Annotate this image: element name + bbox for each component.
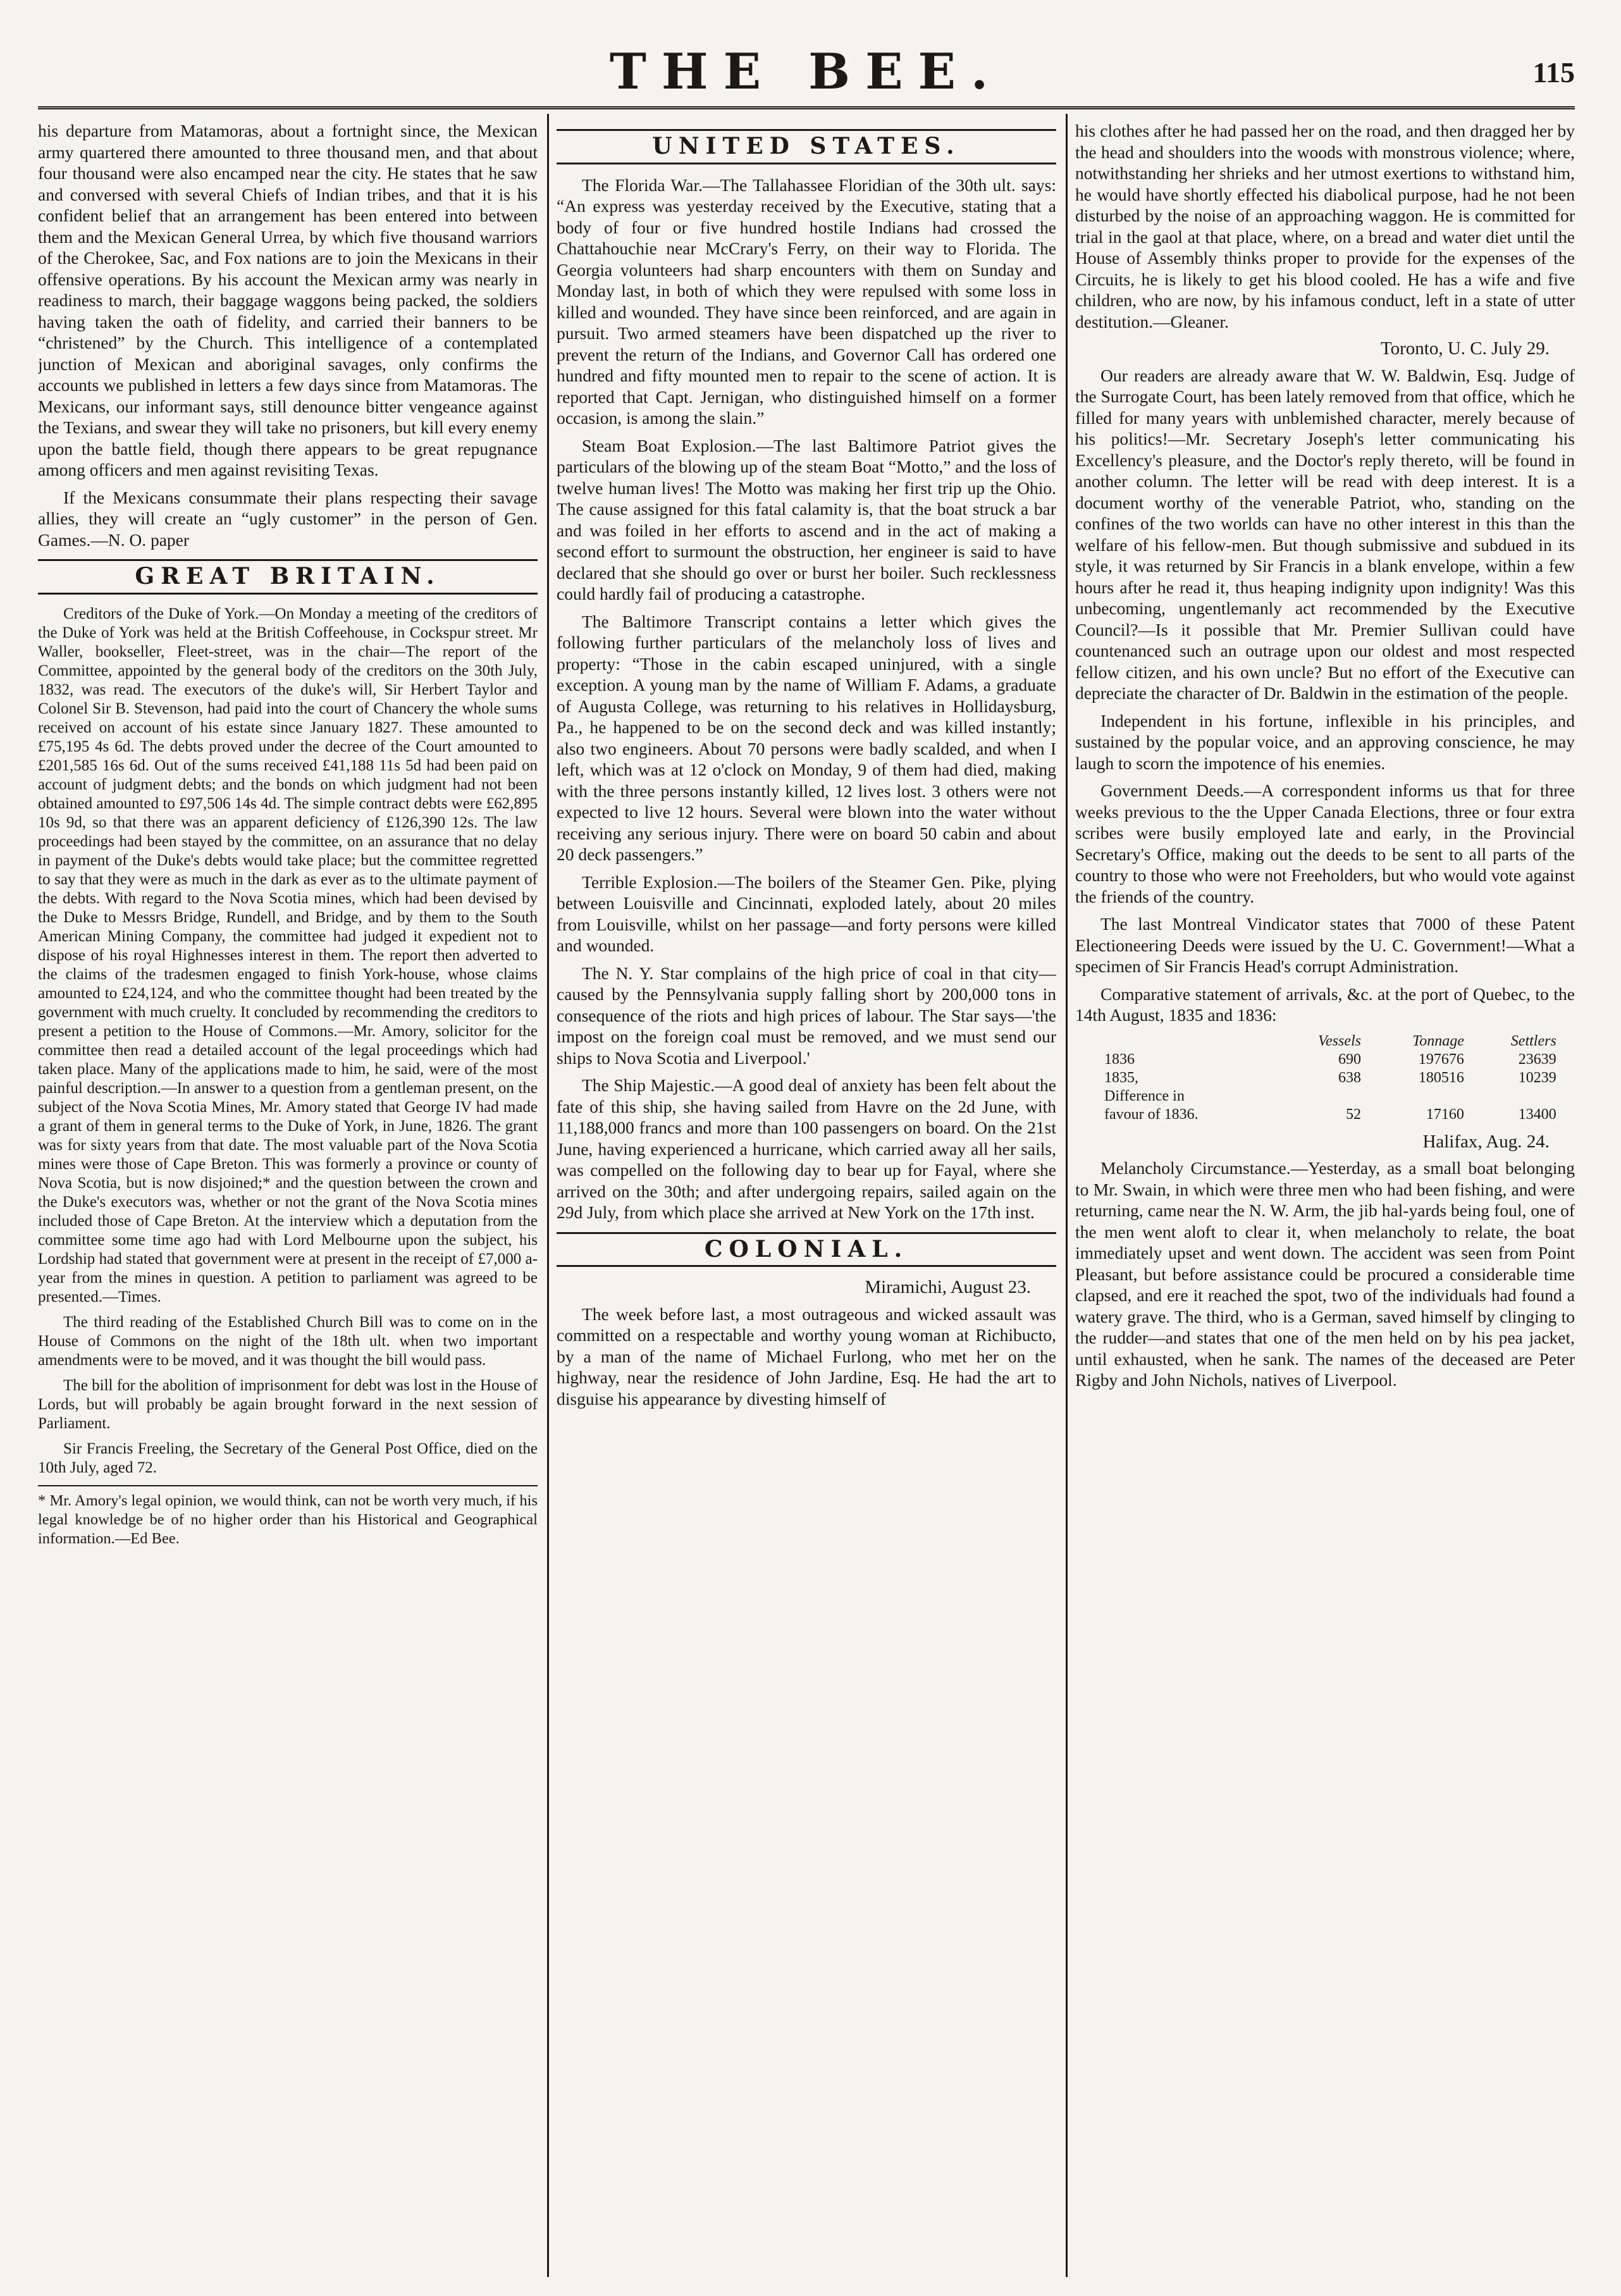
article-paragraph: If the Mexicans consummate their plans respecting their savage allies, they will create an “ugly customer” in the person of Gen. Games.—N. O. paper [38, 487, 538, 550]
article-paragraph: The last Montreal Vindicator states that 7000 of these Patent Electioneering Deeds were issued by the U. C. Government!—What a specimen of Sir Francis Head's corrupt Administration. [1075, 914, 1575, 976]
section-heading-colonial: COLONIAL. [557, 1232, 1056, 1268]
page-number: 115 [1532, 56, 1575, 89]
table-cell: favour of 1836. [1104, 1106, 1199, 1123]
table-cell: 180516 [1418, 1069, 1464, 1086]
table-row [1100, 1106, 1560, 1124]
column-divider [1066, 114, 1068, 2277]
dateline: Halifax, Aug. 24. [1422, 1131, 1550, 1152]
table-cell: 10239 [1518, 1069, 1556, 1086]
article-paragraph: Government Deeds.—A correspondent informs us that for three weeks previous to the the Upper Canada Elections, three or four extra scribes were busily employed late and early, in the Provincial Secretary's Office, making out the deeds to be sent to all parts of the country to those who were not Freeholders, but who would vote against the friends of the country. [1075, 781, 1575, 906]
footnote: * Mr. Amory's legal opinion, we would think, can not be worth very much, if his legal knowledge be of no higher order than his Historical and Geographical information.—Ed Bee. [38, 1485, 538, 1548]
table-header [1100, 1032, 1277, 1051]
column-1 [38, 120, 538, 2277]
article-paragraph: Sir Francis Freeling, the Secretary of the General Post Office, died on the 10th July, aged 72. [38, 1440, 538, 1476]
masthead-title: THE BEE. [609, 43, 1004, 101]
table-cell: 1835, [1104, 1069, 1138, 1086]
column-2 [557, 120, 1056, 2277]
dateline: Miramichi, August 23. [865, 1277, 1031, 1297]
section-heading-united-states: UNITED STATES. [557, 129, 1056, 164]
article-paragraph: Steam Boat Explosion.—The last Baltimore Patriot gives the particulars of the blowing up of the steam Boat “Motto,” and the loss of twelve human lives! The Motto was making her first trip up the Ohio. The cause assigned for this fatal calamity is, that the boat struck a bar and was foiled in her efforts to ascend and in the act of making a second effort to surmount the obstruction, her engineer is said to have declared that she should go over or burst her boiler. Such recklessness could hardly fail of producing a catastrophe. [557, 435, 1056, 603]
table-cell: 1836 [1104, 1051, 1135, 1068]
table-cell: 13400 [1518, 1106, 1556, 1123]
article-paragraph: Melancholy Circumstance.—Yesterday, as a small boat belonging to Mr. Swain, in which were three men who had been fishing, and were returning, came near the N. W. Arm, the jib hal-yards being foul, one of the men went aloft to clear it, when melancholy to relate, the boat immediately upset and went down. The accident was seen from Point Pleasant, but before assistance could be procured a considerable time clapsed, and ere it reached the spot, two of the individuals had found a watery grave. The third, who is a German, saved himself by clinging to the rudder—and states that one of the men held on by his pea jacket, until exhausted, when he sank. The names of the deceased are Peter Rigby and John Nichols, natives of Liverpool. [1075, 1158, 1575, 1390]
column-3 [1075, 120, 1575, 2277]
table-header: Tonnage [1412, 1032, 1464, 1049]
masthead [38, 32, 1575, 108]
table-cell [1365, 1087, 1468, 1106]
article-paragraph: Independent in his fortune, inflexible in his principles, and sustained by the popular voice, and an approving conscience, he may laugh to scorn the impotence of his enemies. [1075, 710, 1575, 773]
table-header: Vessels [1317, 1032, 1361, 1049]
table-cell: 17160 [1426, 1106, 1464, 1123]
article-paragraph: The Baltimore Transcript contains a letter which gives the following further particulars of the melancholy loss of lives and property: “Those in the cabin escaped uninjured, with a single exception. A young man by the name of William F. Adams, a graduate of Augusta College, was returning to his relatives in Hollidaysburg, Pa., he happened to be on the second deck and was killed instantly; also two engineers. About 70 persons were badly scalded, and when I left, which was at 12 o'clock on Monday, 9 of them had died, making with the three persons instantly killed, 12 lives lost. 3 others were not expected to live 12 hours. Several were blown into the water without receiving any serious injury. There were on board 50 cabin and about 20 deck passengers.” [557, 611, 1056, 864]
article-paragraph: The N. Y. Star complains of the high price of coal in that city—caused by the Pennsylvania supply falling short by 200,000 tons in consequence of the riots and high prices of labour. The Star says—'the impost on the foreign coal must be removed, and we must send our ships to Nova Scotia and Liverpool.' [557, 963, 1056, 1068]
arrivals-table [1100, 1032, 1560, 1124]
article-paragraph: The Florida War.—The Tallahassee Floridian of the 30th ult. says: “An express was yesterday received by the Executive, stating that a body of four or five hundred hostile Indians had crossed the Chattahouchie near McCrary's Ferry, on their way to Florida. The Georgia volunteers had sharp encounters with them on Sunday and Monday last, in both of which they were repulsed with some loss in killed and wounded. They have since been reinforced, and are again in pursuit. Two armed steamers have been dispatched up the river to prevent the return of the Indians, and Governor Call has ordered one hundred and fifty mounted men to repair to the scene of action. It is reported that Capt. Jernigan, who distinguished himself on a former occasion, is among the slain.” [557, 175, 1056, 428]
table-cell: 23639 [1518, 1051, 1556, 1068]
table-cell: 52 [1345, 1106, 1361, 1123]
table-row [1100, 1069, 1560, 1087]
table-row [1100, 1051, 1560, 1069]
masthead-rule [38, 106, 1575, 109]
article-paragraph: Our readers are already aware that W. W. Baldwin, Esq. Judge of the Surrogate Court, has been lately removed from that office, which he filled for many years with unblemished character, merely because of his politics!—Mr. Secretary Joseph's letter communicating his Excellency's pleasure, and the Doctor's reply thereto, will be found in another column. The letter will be read with deep interest. It is a document worthy of the venerable Patriot, who, standing on the confines of the two worlds can have no other interest in this than the welfare of his fellow-men. But though submissive and subdued in its style, it was returned by Sir Francis in a blank envelope, within a few hours after he read it, thus heaping indignity upon indignity! Was this unbecoming, ungentlemanly act recommended by the Executive Council?—Is it possible that Mr. Premier Sullivan could have countenanced such an outrage upon our oldest and most respected fellow citizen, and his own uncle? But no effort of the Executive can depreciate the character of Dr. Baldwin in the estimation of the people. [1075, 365, 1575, 703]
table-cell: 638 [1338, 1069, 1361, 1086]
article-paragraph: Comparative statement of arrivals, &c. at the port of Quebec, to the 14th August, 1835 and 1836: [1075, 984, 1575, 1025]
column-divider [547, 114, 549, 2277]
article-paragraph: The week before last, a most outrageous and wicked assault was committed on a respectable and worthy young woman at Richibucto, by a man of the name of Michael Furlong, who met her on the highway, near the residence of John Jardine, Esq. He had the art to disguise his appearance by divesting himself of [557, 1304, 1056, 1409]
article-paragraph: Creditors of the Duke of York.—On Monday a meeting of the creditors of the Duke of York was held at the British Coffeehouse, in Cockspur street. Mr Waller, bookseller, Fleet-street, was in the chair—The report of the Committee, appointed by the general body of the creditors on the 30th July, 1832, was read. The executors of the duke's will, Sir Herbert Taylor and Colonel Sir B. Stevenson, had paid into the court of Chancery the whole sums received on account of his estate since January 1827. These amounted to £75,195 4s 6d. The debts proved under the decree of the Court amounted to £201,585 16s 6d. Out of the sums received £41,188 11s 5d had been paid on account of judgment debts; and the bonds on which judgment had not been obtained amounted to £97,506 14s 4d. The simple contract debts were £62,895 10s 9d, so that there was an apparent deficiency of £126,390 12s. The law proceedings had been stayed by the committee, on an assurance that no delay in payment of the Duke's debts would take place; but the committee regretted to say that they were as much in the dark as ever as to the ultimate payment of the debts. With regard to the Nova Scotia mines, which had been devised by the Duke to Messrs Bridge, Rundell, and Bridge, and by them to the South American Mining Company, the committee had judged it expedient not to dispose of his royal Highnesses interest in them. The report then adverted to the claims of the tradesmen engaged to finish York-house, whose claims amounted to £24,124, and who the committee thought had been treated by the government with much cruelty. It concluded by recommending the creditors to present a petition to the House of Commons.—Mr. Amory, solicitor for the committee then read a detailed account of the legal proceedings which had taken place. Many of the applications made to him, he said, were of the most painful description.—In answer to a question from a gentleman present, on the subject of the Nova Scotia Mines, Mr. Amory stated that George IV had made a grant of them in general terms to the Duke of York, in June, 1826. The grant was for sixty years from that date. The most valuable part of the Nova Scotia mines were those of Cape Breton. This was formerly a province or county of Nova Scotia, but is now disjoined;* and the question between the crown and the Duke's executors was, whether or not the grant of the Nova Scotia mines included those of Cape Breton. At the interview which a deputation from the committee some time ago had with Lord Melbourne upon the subject, his Lordship had stated that government were at present in the receipt of £7,000 a-year from the mines in question. A petition to parliament was agreed to be presented.—Times. [38, 605, 538, 1305]
table-cell: 690 [1338, 1051, 1361, 1068]
table-header: Settlers [1510, 1032, 1556, 1049]
article-paragraph: his clothes after he had passed her on the road, and then dragged her by the head and shoulders into the woods with monstrous violence; where, notwithstanding her shrieks and her utmost exertions to withstand him, he would have shortly effected his diabolical purpose, had he not been disturbed by the noise of an approaching waggon. He is committed for trial in the gaol at that place, where, on a bread and water diet until the House of Assembly thinks proper to provide for the expenses of the Circuits, he is likely to get his blood cooled. He has a wife and five children, who are now, by his infamous conduct, left in a state of utter destitution.—Gleaner. [1075, 121, 1575, 331]
table-cell [1277, 1087, 1365, 1106]
table-row [1100, 1087, 1560, 1106]
table-cell [1468, 1087, 1560, 1106]
article-paragraph: Terrible Explosion.—The boilers of the Steamer Gen. Pike, plying between Louisville and Cincinnati, exploded lately, about 20 miles from Louisville, whilst on her passage—and forty persons were killed and wounded. [557, 872, 1056, 955]
table-header-row [1100, 1032, 1560, 1051]
article-paragraph: The Ship Majestic.—A good deal of anxiety has been felt about the fate of this ship, she having sailed from Havre on the 2d June, with 11,188,000 francs and more than 100 passengers on board. On the 21st June, having experienced a hurricane, which carried away all her sails, was compelled on the following day to bear up for Fayal, where she arrived on the 30th; and after undergoing repairs, sailed again on the 29d July, from which place she arrived at New York on the 17th inst. [557, 1075, 1056, 1222]
article-paragraph: The third reading of the Established Church Bill was to come on in the House of Commons on the night of the 18th ult. when two important amendments were to be moved, and it was thought the bill would pass. [38, 1313, 538, 1369]
section-heading-great-britain: GREAT BRITAIN. [38, 559, 538, 595]
article-paragraph: his departure from Matamoras, about a fortnight since, the Mexican army quartered there amounted to three thousand men, and that about four thousand were also encamped near the city. He states that he saw and conversed with several Chiefs of Indian tribes, and that it is his confident belief that an arrangement has been entered into between them and the Mexican General Urrea, by which five thousand warriors of the Cherokee, Sac, and Fox nations are to join the Mexicans in their offensive operations. By his account the Mexican army was nearly in readiness to march, their baggage waggons being packed, the soldiers having taken the oath of fidelity, and carried their banners to be “christened” by the Church. This intelligence of a contemplated junction of Mexican and aboriginal savages, only confirms the accounts we published in letters a few days since from Matamoras. The Mexicans, our informant says, still denounce bitter vengeance against the Texians, and swear they will take no prisoners, but kill every enemy upon the battle field, though there appears to be great repugnance among officers and men against revisiting Texas. [38, 121, 538, 479]
table-cell: Difference in [1104, 1087, 1185, 1104]
article-paragraph: The bill for the abolition of imprisonment for debt was lost in the House of Lords, but will probably be again brought forward in the next session of Parliament. [38, 1376, 538, 1432]
dateline: Toronto, U. C. July 29. [1380, 338, 1550, 359]
table-cell: 197676 [1418, 1051, 1464, 1068]
